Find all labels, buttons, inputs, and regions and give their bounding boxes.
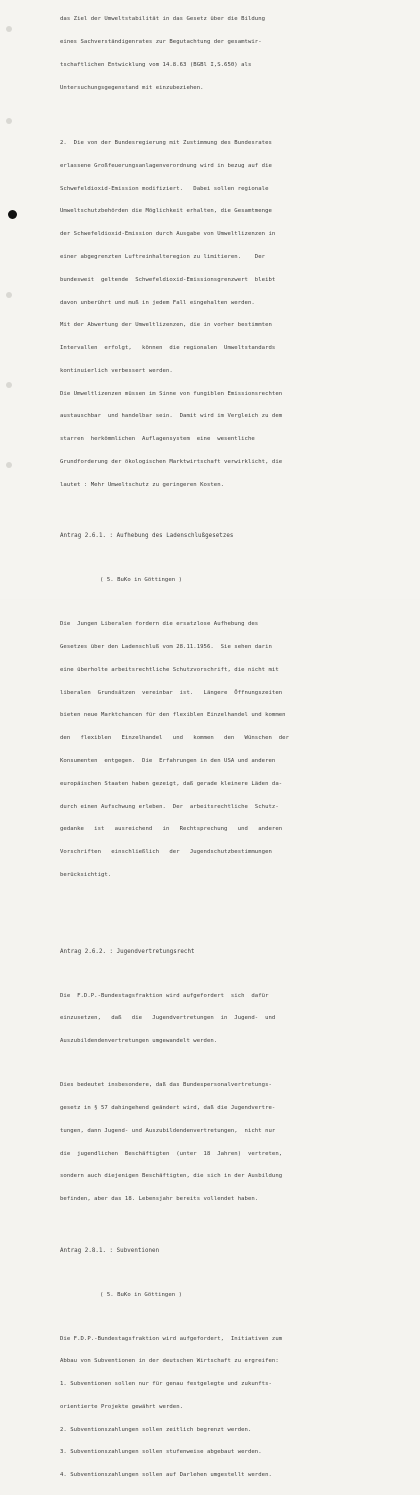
punch-hole-mark [6, 382, 12, 388]
text-line: kontinuierlich verbessert werden. [60, 367, 173, 374]
text-line: Abbau von Subventionen in der deutschen Wirtschaft zu ergreifen: [60, 1358, 279, 1365]
text-line: Vorschriften einschließlich der Jugendschutzbestimmungen [60, 849, 272, 856]
text-line: das Ziel der Umweltstabilität in das Gesetz über die Bildung [60, 16, 266, 23]
text-line: gedanke ist ausreichend in Rechtsprechung und anderen [60, 826, 283, 833]
text-line: durch einen Aufschwung erleben. Der arbeitsrechtliche Schutz- [60, 803, 279, 810]
text-line: einzusetzen, daß die Jugendvertretungen in Jugend- und [60, 1015, 276, 1022]
antrag-heading: Antrag 2.6.1. : Aufhebung des Ladenschlußgesetzes [60, 533, 234, 540]
text-line: 1. Subventionen sollen nur für genau festgelegte und zukunfts- [60, 1381, 272, 1388]
text-line: befinden, aber das 18. Lebensjahr bereits vollendet haben. [60, 1196, 259, 1203]
text-line: tungen, dann Jugend- und Auszubildendenvertretungen, nicht nur [60, 1127, 276, 1134]
punch-hole-mark [6, 462, 12, 468]
text-line: bieten neue Marktchancen für den flexiblen Einzelhandel und kommen [60, 712, 286, 719]
text-line: Die F.D.P.-Bundestagsfraktion wird aufgefordert, Initiativen zum [60, 1335, 283, 1342]
text-line: Umweltschutzbehörden die Möglichkeit erhalten, die Gesamtmenge [60, 208, 272, 215]
text-line: europäischen Staaten haben gezeigt, daß gerade kleinere Läden da- [60, 780, 283, 787]
text-line: der Schwefeldioxid-Emission durch Ausgabe von Umweltlizenzen in [60, 231, 276, 238]
document-body [60, 1, 365, 1495]
text-line: Die Jungen Liberalen fordern die ersatzlose Aufhebung des [60, 621, 259, 628]
text-line: Auszubildendenvertretungen umgewandelt werden. [60, 1038, 218, 1045]
text-line: 4. Subventionszahlungen sollen auf Darlehen umgestellt werden. [60, 1472, 272, 1479]
text-line: eine überholte arbeitsrechtliche Schutzvorschrift, die nicht mit [60, 666, 279, 673]
text-line: einer abgegrenzten Luftreinhalteregion zu limitieren. Der [60, 254, 266, 260]
text-line: 3. Subventionszahlungen sollen stufenweise abgebaut werden. [60, 1449, 262, 1456]
text-line: Dies bedeutet insbesondere, daß das Bundespersonalvertretungs- [60, 1082, 272, 1089]
text-line: Die Umweltlizenzen müssen im Sinne von fungiblen Emissionsrechten [60, 390, 283, 397]
text-line: den flexiblen Einzelhandel und kommen den Wünschen der [60, 735, 289, 742]
text-line: Konsumenten entgegen. Die Erfahrungen in den USA und anderen [60, 758, 276, 764]
text-line: Intervallen erfolgt, können die regionalen Umweltstandards [60, 345, 276, 352]
text-line: liberalen Grundsätzen vereinbar ist. Längere Öffnungszeiten [60, 689, 283, 696]
text-line: Mit der Abwertung der Umweltlizenzen, die in vorher bestimmten [60, 322, 272, 329]
text-line: die jugendlichen Beschäftigten (unter 18 Jahren) vertreten, [60, 1150, 283, 1157]
text-line: Gesetzes über den Ladenschluß vom 28.11.1956. Sie sehen darin [60, 644, 272, 651]
text-line: sondern auch diejenigen Beschäftigten, die sich in der Ausbildung [60, 1173, 283, 1180]
punch-hole-mark [6, 292, 12, 298]
text-line: davon unberührt und muß in jedem Fall eingehalten werden. [60, 299, 255, 306]
text-line: Grundforderung der ökologischen Marktwirtschaft verwirklicht, die [60, 459, 283, 466]
text-line: orientierte Projekte gewährt werden. [60, 1403, 184, 1410]
text-line: Die F.D.P.-Bundestagsfraktion wird aufgefordert sich dafür [60, 992, 269, 999]
text-line: eines Sachverständigenrates zur Begutachtung der gesamtwir- [60, 38, 262, 45]
text-line: erlassene Großfeuerungsanlagenverordnung wird in bezug auf die [60, 162, 272, 169]
punch-hole [8, 210, 17, 219]
antrag-heading: Antrag 2.6.2. : Jugendvertretungsrecht [60, 948, 195, 955]
antrag-subheading: ( 5. BuKo in Göttingen ) [100, 1291, 183, 1298]
text-line: tschaftlichen Entwicklung vom 14.8.63 (BGBl I,S.650) als [60, 61, 252, 68]
text-line: Untersuchungsgegenstand mit einzubeziehen. [60, 84, 204, 91]
text-line: lautet : Mehr Umweltschutz zu geringeren Kosten. [60, 481, 225, 488]
text-line: austauschbar und handelbar sein. Damit wird im Vergleich zu dem [60, 413, 283, 420]
text-line: 2. Die von der Bundesregierung mit Zustimmung des Bundesrates [60, 140, 272, 147]
text-line: starren herkömmlichen Auflagensystem eine wesentliche [60, 436, 255, 443]
antrag-subheading: ( 5. BuKo in Göttingen ) [100, 577, 183, 584]
text-line: 2. Subventionszahlungen sollen zeitlich begrenzt werden. [60, 1426, 252, 1433]
text-line: Schwefeldioxid-Emission modifiziert. Dabei sollen regionale [60, 185, 269, 192]
antrag-heading: Antrag 2.8.1. : Subventionen [60, 1247, 160, 1254]
punch-hole-mark [6, 26, 12, 32]
text-line: bundesweit geltende Schwefeldioxid-Emissionsgrenzwert bleibt [60, 276, 276, 283]
text-line: berücksichtigt. [60, 871, 112, 878]
punch-hole-mark [6, 118, 12, 124]
text-line: gesetz in § 57 dahingehend geändert wird, daß die Jugendvertre- [60, 1104, 276, 1111]
